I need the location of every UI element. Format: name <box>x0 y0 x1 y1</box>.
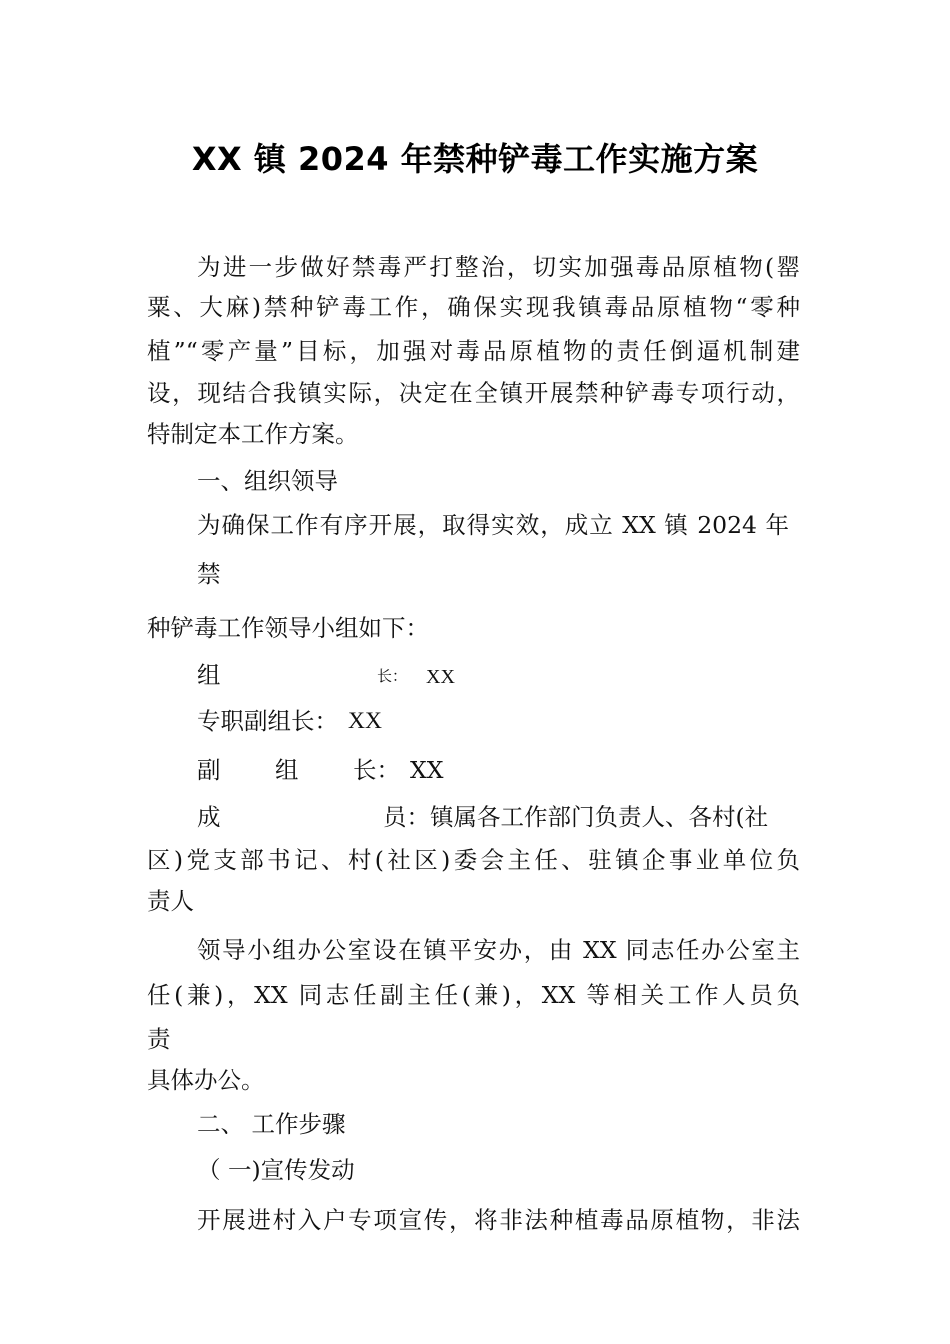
deputy-label-part-3: 长： <box>353 756 400 784</box>
leader-label-part-2: 长： <box>377 667 408 685</box>
deputy-label-part-2: 组 <box>275 756 299 784</box>
members-line-3: 责人 <box>147 887 194 915</box>
section-1-paragraph-line-3: 种铲毒工作领导小组如下： <box>147 614 429 642</box>
section-2-subheading-1: （ 一)宣传发动 <box>197 1156 355 1184</box>
leader-value: XX <box>426 666 455 688</box>
section-2-heading: 二、 工作步骤 <box>197 1110 346 1138</box>
office-line-4: 具体办公。 <box>147 1066 265 1094</box>
deputy-value: XX <box>410 756 444 784</box>
intro-line-5: 特制定本工作方案。 <box>147 420 359 448</box>
leader-label-part-1: 组 <box>197 661 221 689</box>
section-2-sub-1-line-1: 开展进村入户专项宣传，将非法种植毒品原植物，非法 <box>197 1206 800 1234</box>
intro-line-2: 粟、大麻)禁种铲毒工作，确保实现我镇毒品原植物“零种 <box>147 293 800 321</box>
intro-line-1: 为进一步做好禁毒严打整治，切实加强毒品原植物(罂 <box>197 253 800 281</box>
members-label-part-2: 员：镇属各工作部门负责人、各村(社 <box>383 803 769 831</box>
office-line-2: 任(兼)，XX 同志任副主任(兼)，XX 等相关工作人员负 <box>147 981 800 1009</box>
office-line-3: 责 <box>147 1025 171 1053</box>
members-line-2: 区)党支部书记、村(社区)委会主任、驻镇企事业单位负 <box>147 846 800 874</box>
intro-line-3: 植”“零产量”目标，加强对毒品原植物的责任倒逼机制建 <box>147 337 800 365</box>
section-1-paragraph-line-2: 禁 <box>197 560 221 588</box>
deputy-fulltime-label: 专职副组长： <box>197 707 338 735</box>
intro-line-4: 设，现结合我镇实际，决定在全镇开展禁种铲毒专项行动， <box>147 379 800 407</box>
members-label-part-1: 成 <box>197 803 221 831</box>
office-line-1: 领导小组办公室设在镇平安办，由 XX 同志任办公室主 <box>197 936 800 964</box>
deputy-fulltime-value: XX <box>348 708 382 734</box>
section-1-paragraph-line-1: 为确保工作有序开展，取得实效，成立 XX 镇 2024 年 <box>197 511 789 539</box>
document-title: XX 镇 2024 年禁种铲毒工作实施方案 <box>191 140 759 178</box>
section-1-heading: 一、组织领导 <box>197 467 338 495</box>
deputy-label-part-1: 副 <box>197 756 221 784</box>
